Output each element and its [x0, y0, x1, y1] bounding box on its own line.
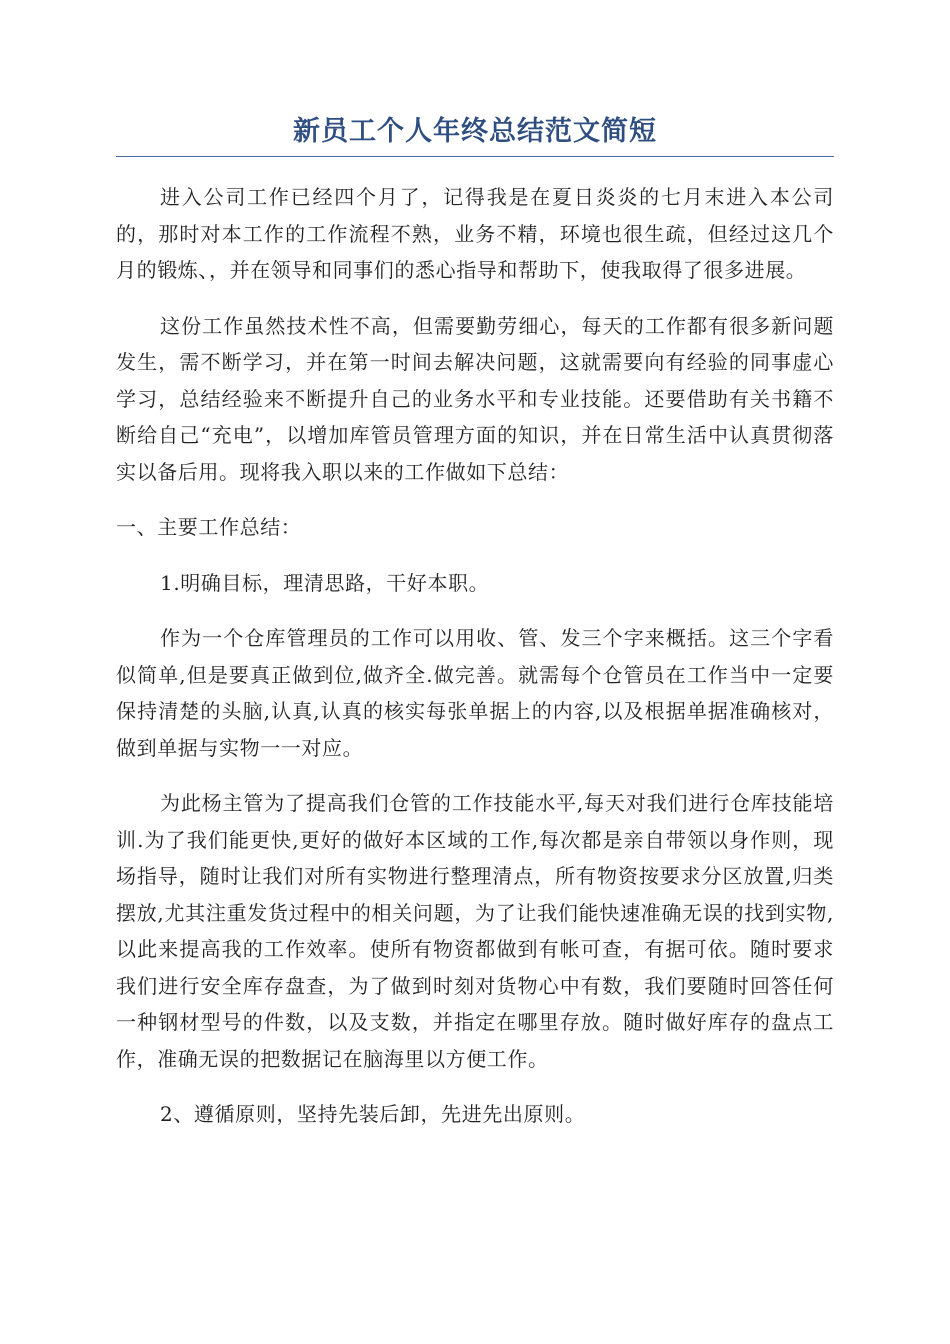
subheading-goals: 1.明确目标，理清思路，干好本职。: [160, 570, 490, 595]
subheading-principles: 2、遵循原则，坚持先装后卸，先进先出原则。: [160, 1102, 586, 1126]
paragraph-warehouse-duties: 作为一个仓库管理员的工作可以用收、管、发三个字来概括。这三个字看似简单,但是要真正做到位,做齐全.做完善。就需每个仓管员在工作当中一定要保持清楚的头脑,认真,认真的核实每张单据上的内容,以及根据单据准确核对，做到单据与实物一一对应。: [116, 626, 834, 760]
document-page: [116, 112, 834, 1152]
paragraph-work-overview: 这份工作虽然技术性不高，但需要勤劳细心，每天的工作都有很多新问题发生，需不断学习，并在第一时间去解决问题，这就需要向有经验的同事虚心学习，总结经验来不断提升自己的业务水平和专业技能。还要借助有关书籍不断给自己“充电”，以增加库管员管理方面的知识，并在日常生活中认真贯彻落实以备后用。现将我入职以来的工作做如下总结：: [116, 313, 834, 484]
document-body: [116, 179, 834, 1133]
paragraph-intro: 进入公司工作已经四个月了，记得我是在夏日炎炎的七月末进入本公司的，那时对本工作的工作流程不熟，业务不精，环境也很生疏，但经过这几个月的锻炼、，并在领导和同事们的悉心指导和帮助下，使我取得了很多进展。: [116, 185, 834, 282]
document-title: 新员工个人年终总结范文简短: [116, 112, 834, 157]
paragraph-training: 为此杨主管为了提高我们仓管的工作技能水平,每天对我们进行仓库技能培训.为了我们能更快,更好的做好本区域的工作,每次都是亲自带领以身作则，现场指导，随时让我们对所有实物进行整理清点，所有物资按要求分区放置,归类摆放,尤其注重发货过程中的相关问题，为了让我们能快速准确无误的找到实物,以此来提高我的工作效率。使所有物资都做到有帐可查，有据可依。随时要求我们进行安全库存盘查，为了做到时刻对货物心中有数，我们要随时回答任何一种钢材型号的件数，以及支数，并指定在哪里存放。随时做好库存的盘点工作，准确无误的把数据记在脑海里以方便工作。: [116, 791, 834, 1071]
section-heading-main-work: 一、主要工作总结：: [116, 515, 302, 539]
